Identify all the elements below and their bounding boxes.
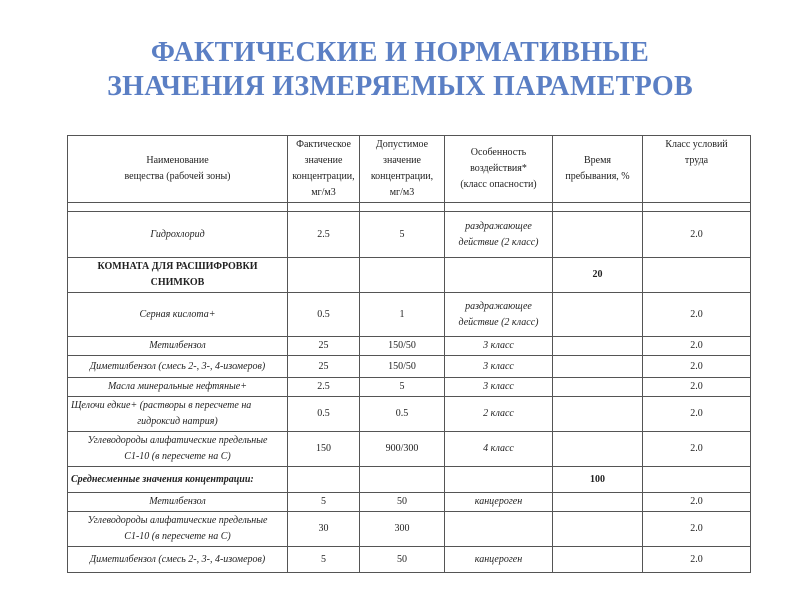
empty-cell bbox=[68, 203, 288, 212]
page-title bbox=[0, 36, 800, 104]
cell-substance: Серная кислота+ bbox=[68, 293, 288, 337]
cell-text: С1-10 (в пересчете на С) bbox=[124, 451, 231, 462]
cell-time bbox=[553, 293, 643, 337]
cell-allowed: 0.5 bbox=[360, 397, 445, 432]
header-text: концентрации, bbox=[370, 171, 434, 182]
cell-substance: Диметилбензол (смесь 2-, 3-, 4-изомеров) bbox=[68, 356, 288, 378]
cell-substance bbox=[68, 432, 288, 467]
cell-effect bbox=[445, 212, 553, 258]
page-title-line-2: ЗНАЧЕНИЯ ИЗМЕРЯЕМЫХ ПАРАМЕТРОВ bbox=[107, 71, 693, 102]
table-row bbox=[68, 212, 751, 258]
cell-substance: Масла минеральные нефтяные+ bbox=[68, 378, 288, 397]
cell-time bbox=[553, 212, 643, 258]
header-work-class bbox=[643, 136, 751, 203]
header-text: мг/м3 bbox=[389, 187, 415, 198]
header-text: Особенность bbox=[470, 147, 527, 158]
cell-text: раздражающее bbox=[465, 220, 532, 232]
cell-effect: канцероген bbox=[445, 493, 553, 512]
empty-cell bbox=[445, 203, 553, 212]
cell-section-title: Среднесменные значения концентрации: bbox=[68, 467, 288, 493]
table-spacer-row bbox=[68, 203, 751, 212]
cell-actual: 30 bbox=[288, 512, 360, 547]
cell-allowed: 5 bbox=[360, 212, 445, 258]
cell-substance bbox=[68, 397, 288, 432]
cell-time: 100 bbox=[553, 467, 643, 493]
table-row bbox=[68, 293, 751, 337]
parameters-table bbox=[67, 135, 751, 573]
cell-substance: Гидрохлорид bbox=[68, 212, 288, 258]
header-text: значение bbox=[304, 155, 343, 166]
header-effect bbox=[445, 136, 553, 203]
header-text: (класс опасности) bbox=[460, 179, 537, 190]
cell-text: действие (2 класс) bbox=[458, 236, 539, 248]
cell-substance: Метилбензол bbox=[68, 493, 288, 512]
cell-actual: 5 bbox=[288, 547, 360, 573]
table-row bbox=[68, 337, 751, 356]
empty-cell bbox=[288, 258, 360, 293]
cell-time: 20 bbox=[553, 258, 643, 293]
cell-text: Углеводороды алифатические предельные bbox=[87, 515, 268, 526]
cell-time bbox=[553, 512, 643, 547]
header-text: Наименование bbox=[146, 155, 209, 166]
cell-time bbox=[553, 397, 643, 432]
header-substance-name bbox=[68, 136, 288, 203]
header-text: Время bbox=[583, 155, 612, 166]
cell-actual: 2.5 bbox=[288, 212, 360, 258]
page-title-line-1: ФАКТИЧЕСКИЕ И НОРМАТИВНЫЕ bbox=[150, 37, 650, 68]
empty-cell bbox=[360, 467, 445, 493]
cell-effect: 2 класс bbox=[445, 397, 553, 432]
table-row bbox=[68, 547, 751, 573]
cell-effect: 4 класс bbox=[445, 432, 553, 467]
cell-time bbox=[553, 356, 643, 378]
cell-time bbox=[553, 547, 643, 573]
cell-class: 2.0 bbox=[643, 378, 751, 397]
cell-time bbox=[553, 493, 643, 512]
cell-substance: Метилбензол bbox=[68, 337, 288, 356]
cell-allowed: 150/50 bbox=[360, 337, 445, 356]
cell-class: 2.0 bbox=[643, 547, 751, 573]
cell-time bbox=[553, 432, 643, 467]
table-row bbox=[68, 378, 751, 397]
header-text: значение bbox=[383, 155, 421, 166]
empty-cell bbox=[643, 467, 751, 493]
cell-text: С1-10 (в пересчете на С) bbox=[124, 531, 231, 542]
cell-allowed: 900/300 bbox=[360, 432, 445, 467]
cell-text: действие (2 класс) bbox=[458, 316, 539, 328]
cell-actual: 25 bbox=[288, 356, 360, 378]
cell-class: 2.0 bbox=[643, 397, 751, 432]
cell-class: 2.0 bbox=[643, 293, 751, 337]
table-section-row bbox=[68, 258, 751, 293]
cell-effect: 3 класс bbox=[445, 356, 553, 378]
cell-text: СНИМКОВ bbox=[150, 277, 205, 288]
header-text: концентрации, bbox=[292, 171, 355, 182]
header-actual-value bbox=[288, 136, 360, 203]
empty-cell bbox=[643, 258, 751, 293]
cell-class: 2.0 bbox=[643, 337, 751, 356]
cell-class: 2.0 bbox=[643, 493, 751, 512]
header-text: Фактическое bbox=[296, 139, 351, 150]
cell-allowed: 150/50 bbox=[360, 356, 445, 378]
cell-class: 2.0 bbox=[643, 432, 751, 467]
table-row bbox=[68, 356, 751, 378]
cell-actual: 0.5 bbox=[288, 293, 360, 337]
cell-time bbox=[553, 378, 643, 397]
empty-cell bbox=[360, 203, 445, 212]
empty-cell bbox=[445, 467, 553, 493]
table-section-row bbox=[68, 467, 751, 493]
cell-text: Углеводороды алифатические предельные bbox=[87, 435, 268, 446]
header-text: Класс условий bbox=[665, 139, 728, 150]
cell-actual: 5 bbox=[288, 493, 360, 512]
cell-class: 2.0 bbox=[643, 356, 751, 378]
table-row bbox=[68, 493, 751, 512]
cell-time bbox=[553, 337, 643, 356]
header-text: Допустимое bbox=[375, 139, 429, 150]
table-row bbox=[68, 432, 751, 467]
cell-allowed: 5 bbox=[360, 378, 445, 397]
cell-effect: 3 класс bbox=[445, 378, 553, 397]
cell-text: Щелочи едкие+ (растворы в пересчете на bbox=[71, 400, 252, 411]
table-header-row bbox=[68, 136, 751, 203]
cell-text: гидроксид натрия) bbox=[137, 416, 218, 427]
empty-cell bbox=[643, 203, 751, 212]
cell-allowed: 50 bbox=[360, 547, 445, 573]
table-row bbox=[68, 512, 751, 547]
cell-substance bbox=[68, 512, 288, 547]
cell-effect bbox=[445, 293, 553, 337]
header-text: мг/м3 bbox=[311, 187, 336, 198]
cell-actual: 0.5 bbox=[288, 397, 360, 432]
cell-class: 2.0 bbox=[643, 212, 751, 258]
empty-cell bbox=[288, 203, 360, 212]
header-text: пребывания, % bbox=[565, 171, 630, 182]
header-text: вещества (рабочей зоны) bbox=[124, 171, 231, 182]
cell-allowed: 300 bbox=[360, 512, 445, 547]
cell-allowed: 1 bbox=[360, 293, 445, 337]
cell-allowed: 50 bbox=[360, 493, 445, 512]
cell-text: раздражающее bbox=[465, 300, 532, 312]
table-row bbox=[68, 397, 751, 432]
header-text: воздействия* bbox=[470, 163, 527, 174]
cell-actual: 25 bbox=[288, 337, 360, 356]
empty-cell bbox=[360, 258, 445, 293]
header-time bbox=[553, 136, 643, 203]
empty-cell bbox=[553, 203, 643, 212]
cell-effect: 3 класс bbox=[445, 337, 553, 356]
cell-actual: 150 bbox=[288, 432, 360, 467]
cell-section-title bbox=[68, 258, 288, 293]
cell-actual: 2.5 bbox=[288, 378, 360, 397]
cell-effect: канцероген bbox=[445, 547, 553, 573]
cell-substance: Диметилбензол (смесь 2-, 3-, 4-изомеров) bbox=[68, 547, 288, 573]
cell-class: 2.0 bbox=[643, 512, 751, 547]
header-text: труда bbox=[684, 155, 709, 166]
cell-text: КОМНАТА ДЛЯ РАСШИФРОВКИ bbox=[97, 261, 258, 272]
empty-cell bbox=[288, 467, 360, 493]
empty-cell bbox=[445, 258, 553, 293]
header-allowed-value bbox=[360, 136, 445, 203]
cell-effect bbox=[445, 512, 553, 547]
